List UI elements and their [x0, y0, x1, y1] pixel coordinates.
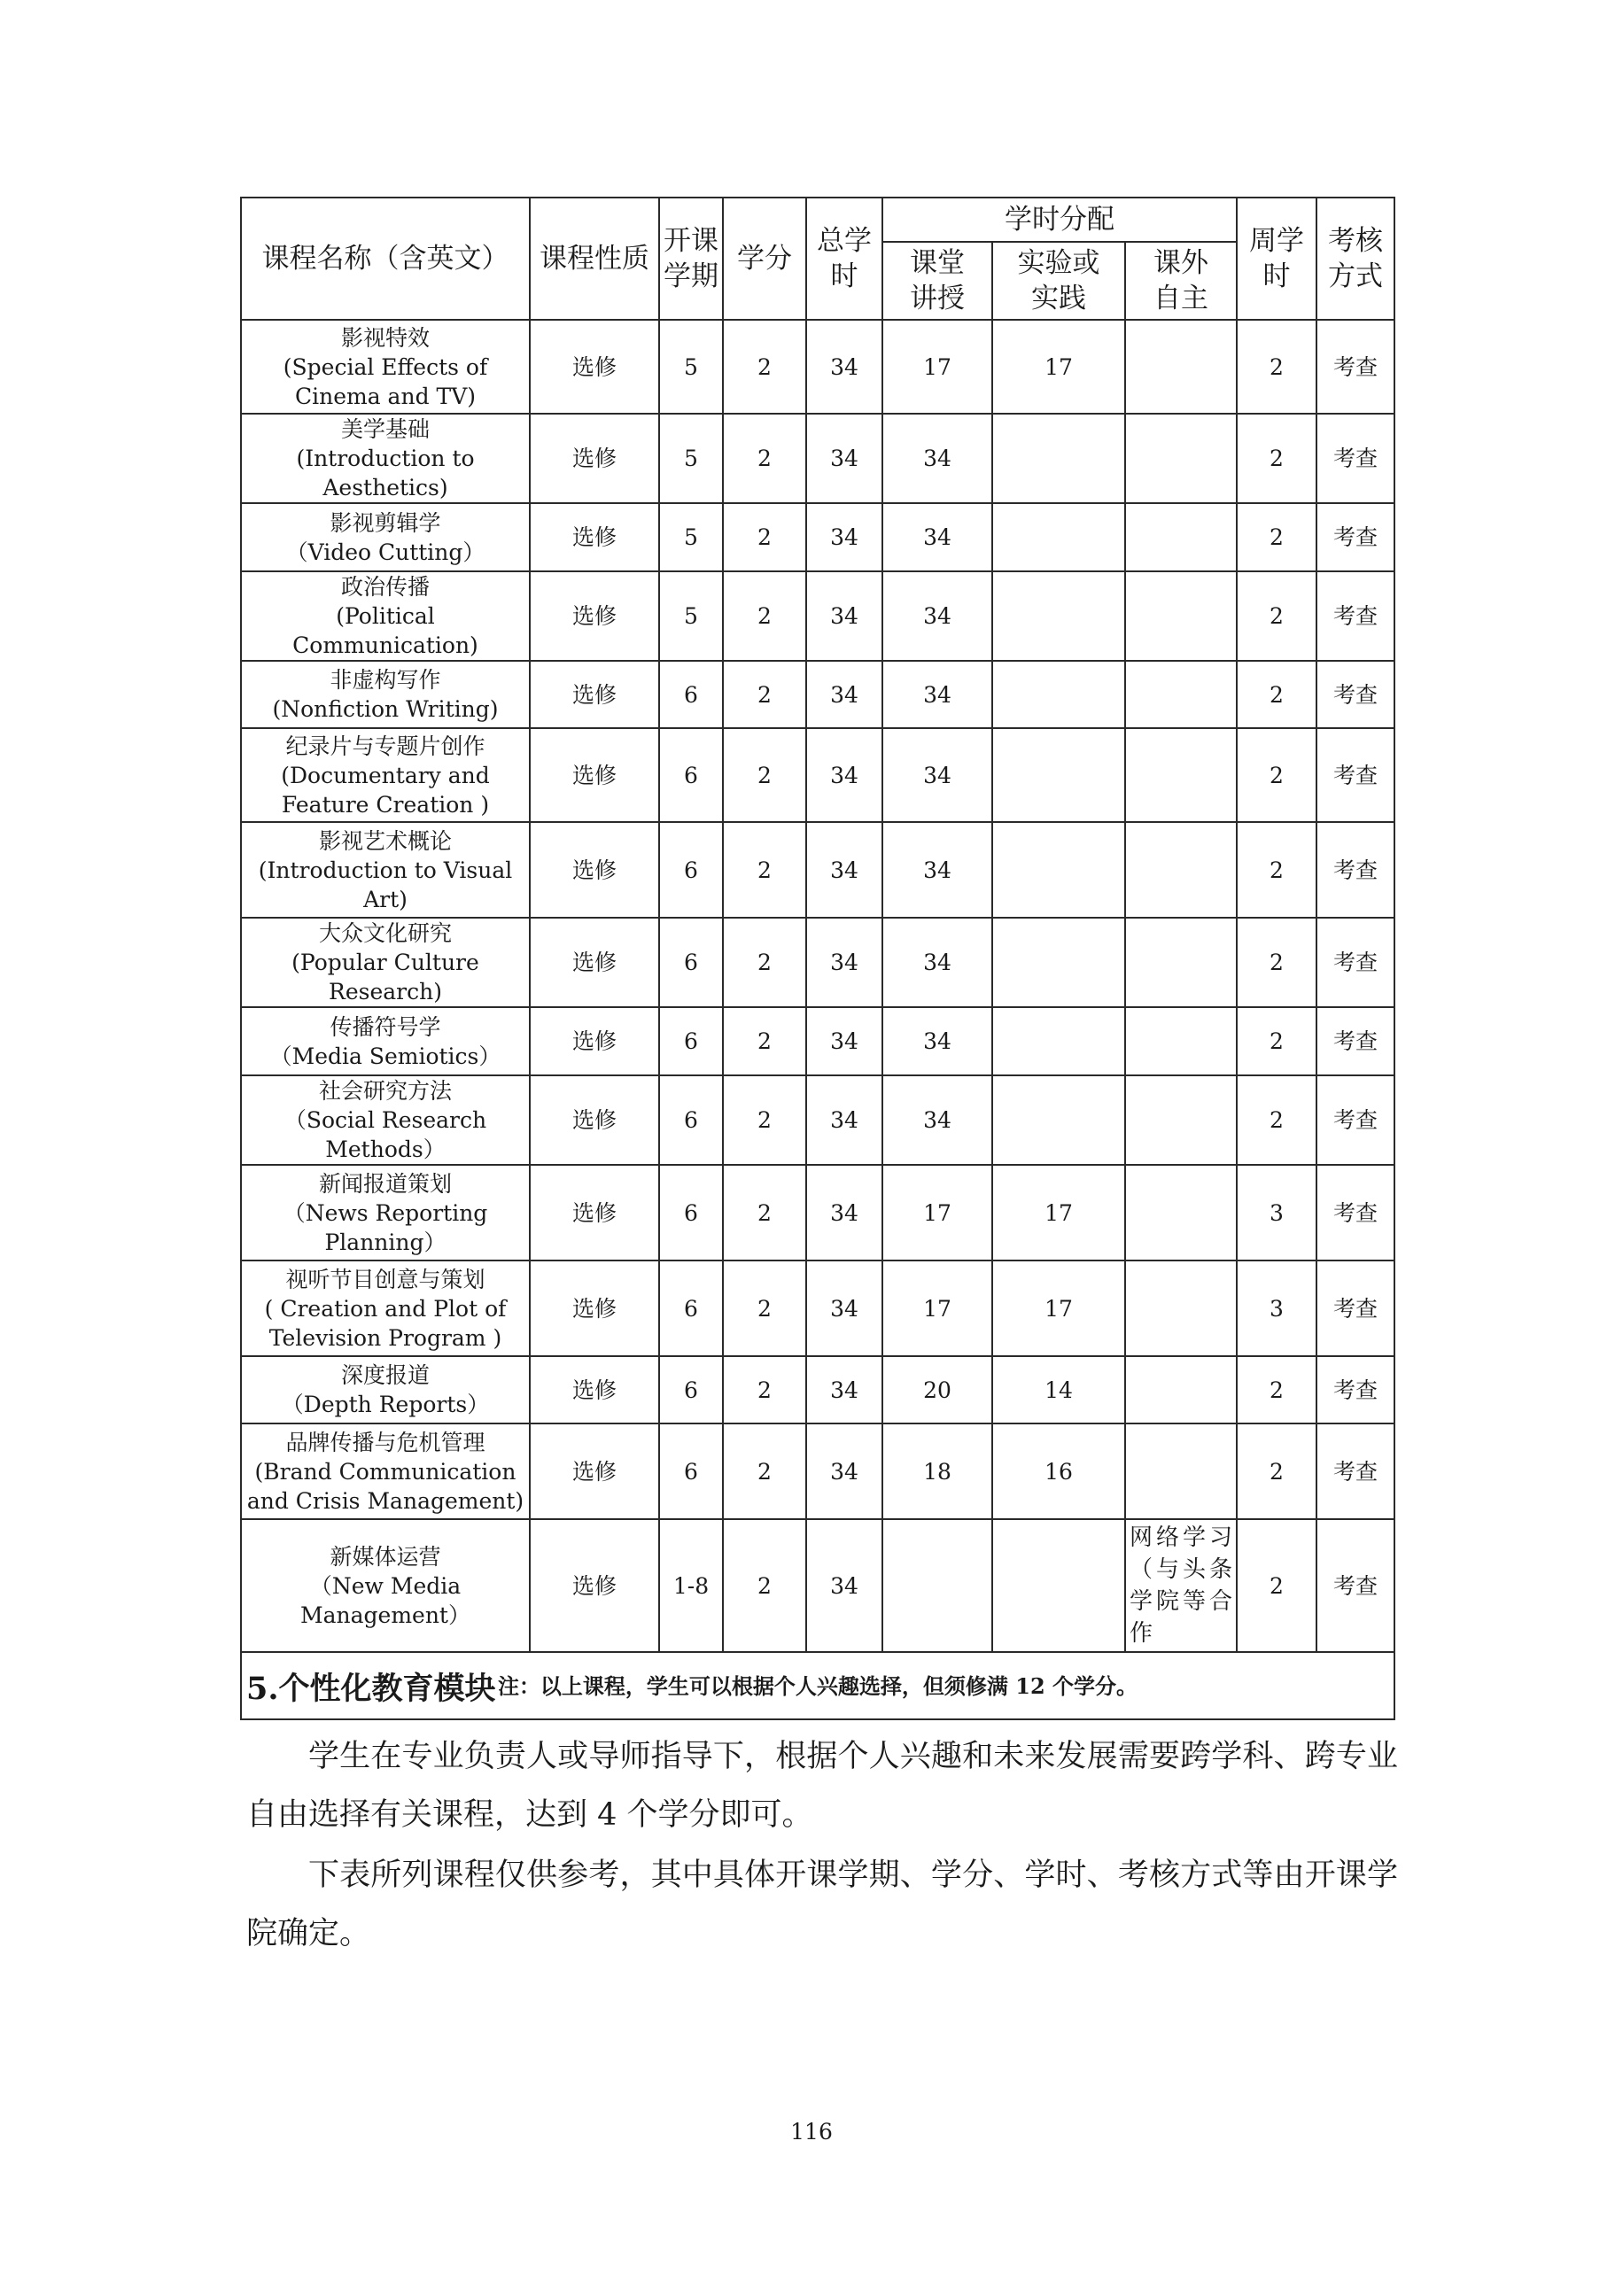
course-assessment-cell: 考查: [1316, 918, 1394, 1007]
course-practice-hours-cell: 17: [992, 1260, 1125, 1356]
course-name-cn: 视听节目创意与策划: [285, 1266, 485, 1292]
table-row: [241, 918, 1394, 1007]
course-name-en: （Media Semiotics）: [269, 1043, 501, 1069]
course-weekly-hours-cell: 2: [1237, 728, 1316, 822]
course-name-en: (Popular Culture Research): [291, 950, 479, 1004]
course-assessment-cell: 考查: [1316, 1007, 1394, 1075]
course-nature-cell: 选修: [530, 1519, 659, 1652]
course-self-study-cell: [1125, 1075, 1237, 1165]
table-row: [241, 822, 1394, 918]
course-lecture-hours-cell: 34: [882, 503, 992, 571]
course-self-study-cell: [1125, 1165, 1237, 1260]
course-practice-hours-cell: 17: [992, 1165, 1125, 1260]
course-semester-cell: 6: [659, 1423, 723, 1519]
course-nature-cell: 选修: [530, 1075, 659, 1165]
course-credits-cell: 2: [723, 1519, 806, 1652]
course-self-study-cell: [1125, 503, 1237, 571]
header-total-hours: 总学 时: [806, 198, 882, 320]
course-nature-cell: 选修: [530, 661, 659, 728]
course-nature-cell: 选修: [530, 1423, 659, 1519]
course-nature-cell: 选修: [530, 822, 659, 918]
course-lecture-hours-cell: 34: [882, 571, 992, 661]
course-self-study-cell: [1125, 822, 1237, 918]
header-self-study: 课外 自主: [1125, 242, 1237, 320]
header-nature: 课程性质: [530, 198, 659, 320]
course-name-en: （Social Research Methods）: [283, 1107, 487, 1162]
course-semester-cell: 6: [659, 1007, 723, 1075]
course-name-en: (Special Effects of Cinema and TV): [283, 353, 488, 409]
course-name-cn: 非虚构写作: [330, 667, 441, 693]
course-name-cell: [241, 661, 530, 728]
course-weekly-hours-cell: 2: [1237, 1519, 1316, 1652]
course-self-study-cell: [1125, 1260, 1237, 1356]
course-credits-cell: 2: [723, 822, 806, 918]
course-total-hours-cell: 34: [806, 918, 882, 1007]
course-name-cn: 政治传播: [340, 574, 430, 600]
course-total-hours-cell: 34: [806, 503, 882, 571]
course-total-hours-cell: 34: [806, 822, 882, 918]
table-row: [241, 728, 1394, 822]
course-credits-cell: 2: [723, 1007, 806, 1075]
course-name-cn: 社会研究方法: [318, 1078, 452, 1104]
course-semester-cell: 6: [659, 728, 723, 822]
course-name-cn: 大众文化研究: [318, 920, 452, 946]
course-name-cn: 新闻报道策划: [318, 1170, 452, 1197]
course-practice-hours-cell: [992, 414, 1125, 503]
course-nature-cell: 选修: [530, 503, 659, 571]
course-lecture-hours-cell: 17: [882, 1165, 992, 1260]
table-row: [241, 320, 1394, 414]
course-name-cell: [241, 503, 530, 571]
course-weekly-hours-cell: 2: [1237, 1356, 1316, 1423]
course-name-cn: 美学基础: [340, 416, 430, 442]
course-name-cn: 传播符号学: [330, 1013, 441, 1040]
course-lecture-hours-cell: 17: [882, 320, 992, 414]
course-credits-cell: 2: [723, 320, 806, 414]
course-total-hours-cell: 34: [806, 1075, 882, 1165]
course-name-cell: [241, 1356, 530, 1423]
course-assessment-cell: 考查: [1316, 503, 1394, 571]
course-weekly-hours-cell: 2: [1237, 414, 1316, 503]
course-practice-hours-cell: [992, 1519, 1125, 1652]
course-weekly-hours-cell: 2: [1237, 661, 1316, 728]
course-table: [240, 197, 1395, 1720]
course-practice-hours-cell: 17: [992, 320, 1125, 414]
course-semester-cell: 1-8: [659, 1519, 723, 1652]
course-assessment-cell: 考查: [1316, 1075, 1394, 1165]
course-total-hours-cell: 34: [806, 414, 882, 503]
header-assessment: 考核 方式: [1316, 198, 1394, 320]
course-total-hours-cell: 34: [806, 661, 882, 728]
course-name-cell: [241, 571, 530, 661]
table-row: [241, 1007, 1394, 1075]
course-lecture-hours-cell: 17: [882, 1260, 992, 1356]
course-name-en: （Video Cutting）: [285, 539, 485, 565]
course-practice-hours-cell: [992, 661, 1125, 728]
course-self-study-cell: [1125, 571, 1237, 661]
course-name-cell: [241, 1260, 530, 1356]
course-semester-cell: 5: [659, 571, 723, 661]
course-practice-hours-cell: [992, 728, 1125, 822]
course-name-cn: 品牌传播与危机管理: [285, 1429, 485, 1455]
course-semester-cell: 5: [659, 503, 723, 571]
course-name-cell: [241, 1007, 530, 1075]
course-assessment-cell: 考查: [1316, 1423, 1394, 1519]
course-practice-hours-cell: [992, 503, 1125, 571]
course-assessment-cell: 考查: [1316, 1519, 1394, 1652]
course-self-study-cell: [1125, 1007, 1237, 1075]
header-credits: 学分: [723, 198, 806, 320]
course-self-study-cell: [1125, 1356, 1237, 1423]
course-credits-cell: 2: [723, 1075, 806, 1165]
course-assessment-cell: 考查: [1316, 414, 1394, 503]
course-total-hours-cell: 34: [806, 571, 882, 661]
course-name-cell: [241, 1075, 530, 1165]
course-semester-cell: 6: [659, 661, 723, 728]
course-assessment-cell: 考查: [1316, 822, 1394, 918]
section-heading: 5.个性化教育模块: [246, 1671, 496, 1707]
course-nature-cell: 选修: [530, 1165, 659, 1260]
course-total-hours-cell: 34: [806, 320, 882, 414]
course-name-en: （News Reporting Planning）: [283, 1199, 488, 1255]
course-self-study-cell: [1125, 661, 1237, 728]
course-weekly-hours-cell: 3: [1237, 1260, 1316, 1356]
course-assessment-cell: 考查: [1316, 571, 1394, 661]
course-self-study-cell: 网络学习（与头条学院等合作: [1125, 1519, 1237, 1652]
table-row: [241, 661, 1394, 728]
course-assessment-cell: 考查: [1316, 728, 1394, 822]
course-credits-cell: 2: [723, 1260, 806, 1356]
course-semester-cell: 6: [659, 822, 723, 918]
course-practice-hours-cell: [992, 1007, 1125, 1075]
course-assessment-cell: 考查: [1316, 1356, 1394, 1423]
course-credits-cell: 2: [723, 1423, 806, 1519]
course-total-hours-cell: 34: [806, 728, 882, 822]
course-semester-cell: 6: [659, 1075, 723, 1165]
course-weekly-hours-cell: 2: [1237, 1007, 1316, 1075]
header-weekly-hours: 周学 时: [1237, 198, 1316, 320]
course-name-cn: 新媒体运营: [330, 1543, 441, 1570]
header-name: 课程名称（含英文）: [241, 198, 530, 320]
table-row: [241, 1260, 1394, 1356]
course-name-en: （New Media Management）: [300, 1572, 470, 1628]
course-total-hours-cell: 34: [806, 1519, 882, 1652]
header-practice: 实验或 实践: [992, 242, 1125, 320]
table-row: [241, 503, 1394, 571]
course-name-en: (Brand Communication and Crisis Management): [246, 1458, 524, 1514]
course-weekly-hours-cell: 2: [1237, 503, 1316, 571]
course-lecture-hours-cell: 34: [882, 661, 992, 728]
course-assessment-cell: 考查: [1316, 320, 1394, 414]
course-nature-cell: 选修: [530, 414, 659, 503]
course-name-en: ( Creation and Plot of Television Program ): [264, 1295, 507, 1351]
course-self-study-cell: [1125, 1423, 1237, 1519]
table-note: 注：以上课程，学生可以根据个人兴趣选择，但须修满 12 个学分。: [241, 1652, 1394, 1719]
course-lecture-hours-cell: 34: [882, 1075, 992, 1165]
course-name-en: (Introduction to Aesthetics): [296, 446, 475, 500]
course-practice-hours-cell: 14: [992, 1356, 1125, 1423]
course-self-study-cell: [1125, 918, 1237, 1007]
course-semester-cell: 5: [659, 414, 723, 503]
course-lecture-hours-cell: 34: [882, 822, 992, 918]
course-practice-hours-cell: [992, 918, 1125, 1007]
course-name-cell: [241, 728, 530, 822]
course-total-hours-cell: 34: [806, 1007, 882, 1075]
course-assessment-cell: 考查: [1316, 1165, 1394, 1260]
section-paragraph-2: 下表所列课程仅供参考，其中具体开课学期、学分、学时、考核方式等由开课学院确定。: [246, 1858, 1398, 1951]
course-credits-cell: 2: [723, 661, 806, 728]
course-semester-cell: 6: [659, 918, 723, 1007]
section-paragraph-1: 学生在专业负责人或导师指导下，根据个人兴趣和未来发展需要跨学科、跨专业自由选择有关课程，达到 4 个学分即可。: [246, 1739, 1398, 1833]
course-lecture-hours-cell: 34: [882, 728, 992, 822]
course-practice-hours-cell: 16: [992, 1423, 1125, 1519]
course-credits-cell: 2: [723, 1356, 806, 1423]
table-row: [241, 414, 1394, 503]
course-credits-cell: 2: [723, 1165, 806, 1260]
course-weekly-hours-cell: 2: [1237, 320, 1316, 414]
course-credits-cell: 2: [723, 918, 806, 1007]
course-self-study-cell: [1125, 414, 1237, 503]
course-total-hours-cell: 34: [806, 1356, 882, 1423]
course-lecture-hours-cell: 18: [882, 1423, 992, 1519]
course-self-study-cell: [1125, 728, 1237, 822]
course-assessment-cell: 考查: [1316, 661, 1394, 728]
course-name-cn: 影视艺术概论: [318, 827, 452, 854]
course-practice-hours-cell: [992, 822, 1125, 918]
header-hours-group: 学时分配: [882, 198, 1237, 242]
course-lecture-hours-cell: 34: [882, 918, 992, 1007]
course-lecture-hours-cell: 20: [882, 1356, 992, 1423]
course-nature-cell: 选修: [530, 1356, 659, 1423]
course-nature-cell: 选修: [530, 320, 659, 414]
course-practice-hours-cell: [992, 571, 1125, 661]
page-number: 116: [790, 2119, 833, 2145]
course-name-cell: [241, 822, 530, 918]
course-semester-cell: 5: [659, 320, 723, 414]
course-name-cn: 纪录片与专题片创作: [285, 733, 485, 759]
course-semester-cell: 6: [659, 1165, 723, 1260]
header-semester: 开课 学期: [659, 198, 723, 320]
course-name-en: (Introduction to Visual Art): [258, 857, 513, 912]
course-name-en: (Political Communication): [292, 603, 478, 658]
course-nature-cell: 选修: [530, 571, 659, 661]
course-weekly-hours-cell: 2: [1237, 918, 1316, 1007]
course-weekly-hours-cell: 2: [1237, 1075, 1316, 1165]
course-credits-cell: 2: [723, 571, 806, 661]
course-credits-cell: 2: [723, 503, 806, 571]
course-weekly-hours-cell: 2: [1237, 822, 1316, 918]
course-nature-cell: 选修: [530, 1260, 659, 1356]
course-semester-cell: 6: [659, 1356, 723, 1423]
course-weekly-hours-cell: 2: [1237, 571, 1316, 661]
course-self-study-cell: [1125, 320, 1237, 414]
course-total-hours-cell: 34: [806, 1165, 882, 1260]
course-weekly-hours-cell: 3: [1237, 1165, 1316, 1260]
course-credits-cell: 2: [723, 414, 806, 503]
course-weekly-hours-cell: 2: [1237, 1423, 1316, 1519]
course-name-cell: [241, 918, 530, 1007]
course-lecture-hours-cell: [882, 1519, 992, 1652]
course-assessment-cell: 考查: [1316, 1260, 1394, 1356]
course-nature-cell: 选修: [530, 918, 659, 1007]
course-nature-cell: 选修: [530, 1007, 659, 1075]
table-row: [241, 1165, 1394, 1260]
course-total-hours-cell: 34: [806, 1260, 882, 1356]
course-name-cell: [241, 1165, 530, 1260]
course-name-cell: [241, 320, 530, 414]
course-name-cell: [241, 414, 530, 503]
course-semester-cell: 6: [659, 1260, 723, 1356]
course-lecture-hours-cell: 34: [882, 1007, 992, 1075]
header-lecture: 课堂 讲授: [882, 242, 992, 320]
course-name-en: （Depth Reports）: [281, 1392, 490, 1417]
course-nature-cell: 选修: [530, 728, 659, 822]
course-total-hours-cell: 34: [806, 1423, 882, 1519]
course-practice-hours-cell: [992, 1075, 1125, 1165]
course-name-en: (Documentary and Feature Creation ): [281, 762, 490, 818]
course-name-cell: [241, 1519, 530, 1652]
course-name-cn: 深度报道: [340, 1362, 430, 1388]
course-name-en: (Nonfiction Writing): [272, 696, 499, 722]
table-row: [241, 1423, 1394, 1519]
table-row: [241, 1519, 1394, 1652]
course-lecture-hours-cell: 34: [882, 414, 992, 503]
table-row: [241, 571, 1394, 661]
course-name-cn: 影视剪辑学: [330, 509, 441, 536]
course-name-cn: 影视特效: [340, 324, 430, 351]
table-row: [241, 1075, 1394, 1165]
course-table-body: [241, 320, 1394, 1652]
course-name-cell: [241, 1423, 530, 1519]
course-credits-cell: 2: [723, 728, 806, 822]
table-row: [241, 1356, 1394, 1423]
